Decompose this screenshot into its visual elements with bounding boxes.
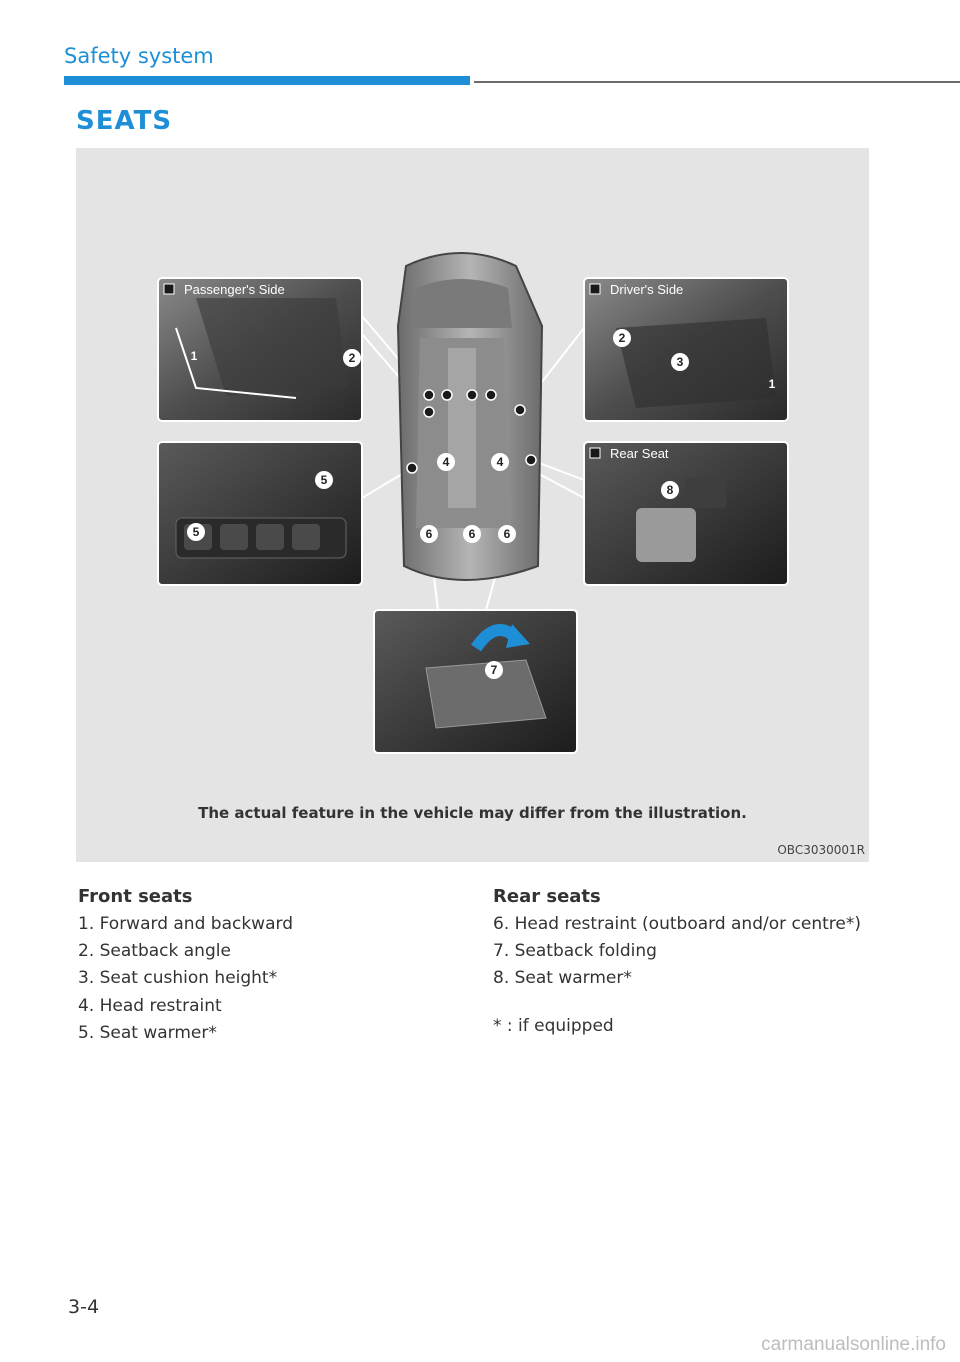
front-seats-heading: Front seats [78,886,193,907]
header-rule [474,81,960,83]
svg-text:2: 2 [618,331,626,345]
callout-6-middle [463,525,481,543]
svg-text:6: 6 [503,527,511,541]
svg-text:8: 8 [666,483,674,497]
callout-7 [485,661,503,679]
header-accent-bar [64,76,470,85]
svg-text:6: 6 [425,527,433,541]
panel-passenger-side [158,278,362,421]
figure-caption: The actual feature in the vehicle may differ from the illustration. [198,804,747,822]
panel-console-switches [158,442,362,585]
list-item: 8. Seat warmer* [493,968,632,989]
panel-label-rear: Rear Seat [610,446,669,461]
svg-text:1: 1 [768,377,776,391]
panel-seatback-folding [374,610,577,753]
list-item: 6. Head restraint (outboard and/or centre*) [493,913,861,934]
svg-text:7: 7 [490,663,498,677]
page-heading: SEATS [76,106,173,136]
seats-illustration [76,148,869,862]
svg-text:2: 2 [348,351,356,365]
section-title: Safety system [64,44,214,68]
list-item: 4. Head restraint [78,995,222,1016]
panel-label-passenger: Passenger's Side [184,282,285,297]
callout-2-driver [613,329,631,347]
svg-text:5: 5 [320,473,328,487]
list-item: 1. Forward and backward [78,913,293,934]
list-item: 3. Seat cushion height* [78,968,278,989]
callout-1-passenger [191,349,198,363]
callout-6-left [420,525,438,543]
panel-label-driver: Driver's Side [610,282,684,297]
svg-text:1: 1 [190,349,198,363]
footnote: * : if equipped [493,1015,614,1036]
rear-seats-heading: Rear seats [493,886,601,907]
callout-1-driver [769,377,776,391]
callout-4-left [437,453,455,471]
callout-5-console-left [187,523,205,541]
front-seats-column [78,886,458,1051]
rear-seats-column [493,886,873,1036]
list-item: 2. Seatback angle [78,940,231,961]
list-item: 5. Seat warmer* [78,1023,217,1044]
callout-8 [661,481,679,499]
callout-3-driver [671,353,689,371]
callout-4-right [491,453,509,471]
svg-text:4: 4 [496,455,504,469]
panel-rear-seat [584,442,788,585]
svg-text:3: 3 [676,355,684,369]
svg-text:6: 6 [468,527,476,541]
list-item: 7. Seatback folding [493,940,657,961]
watermark: carmanualsonline.info [761,1334,946,1355]
callout-5-console-right [315,471,333,489]
callout-2-passenger [343,349,361,367]
svg-text:4: 4 [442,455,450,469]
panel-drivers-side [584,278,788,421]
page-number: 3-4 [68,1296,100,1318]
callout-6-right [498,525,516,543]
figure-code: OBC3030001R [777,843,865,857]
svg-text:5: 5 [192,525,200,539]
